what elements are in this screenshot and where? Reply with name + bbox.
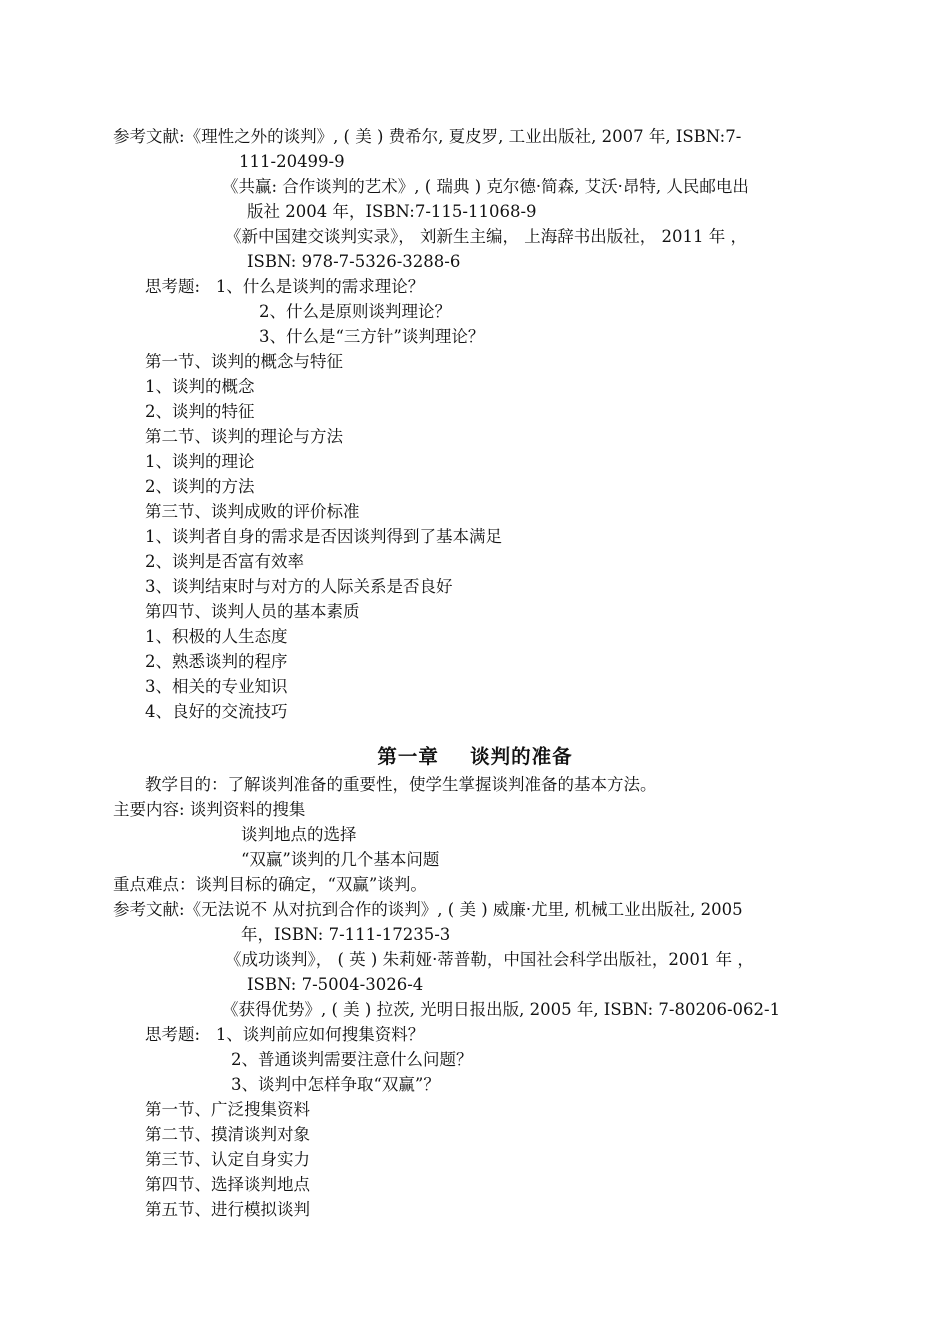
reference-entry-cont: ISBN: 7-5004-3026-4 bbox=[247, 975, 424, 994]
questions-label: 思考题: bbox=[145, 1025, 201, 1044]
section-heading: 第三节、谈判成败的评价标准 bbox=[145, 502, 360, 521]
section-heading: 第五节、进行模拟谈判 bbox=[145, 1200, 310, 1219]
section-heading: 第三节、认定自身实力 bbox=[145, 1150, 310, 1169]
reference-entry-cont: 年，ISBN: 7-111-17235-3 bbox=[241, 925, 451, 944]
reference-line bbox=[113, 899, 743, 921]
outline-item: 1、积极的人生态度 bbox=[145, 627, 288, 646]
reference-entry: 《获得优势》, ( 美 ) 拉茨, 光明日报出版, 2005 年, ISBN: 7-80206-062-1 bbox=[222, 1000, 781, 1019]
reference-entry: 《共赢: 合作谈判的艺术》, ( 瑞典 ) 克尔德·简森, 艾沃·昂特, 人民邮电出 bbox=[222, 177, 749, 196]
reference-entry: 《新中国建交谈判实录》， 刘新生主编， 上海辞书出版社， 2011 年 ， bbox=[225, 227, 747, 246]
section-heading: 第一节、谈判的概念与特征 bbox=[145, 352, 343, 371]
section-heading: 第四节、选择谈判地点 bbox=[145, 1175, 310, 1194]
question-line bbox=[145, 1024, 424, 1046]
content-item: 谈判地点的选择 bbox=[241, 825, 357, 844]
chapter-number: 第一章 bbox=[377, 745, 439, 768]
question-item: 1、谈判前应如何搜集资料？ bbox=[215, 1025, 425, 1044]
chapter-name: 谈判的准备 bbox=[470, 745, 573, 768]
teaching-goal: 教学目的：了解谈判准备的重要性，使学生掌握谈判准备的基本方法。 bbox=[145, 775, 657, 794]
outline-item: 3、相关的专业知识 bbox=[145, 677, 288, 696]
question-item: 3、什么是“三方针”谈判理论？ bbox=[259, 327, 485, 346]
references-label: 参考文献: bbox=[113, 900, 185, 919]
question-item: 2、什么是原则谈判理论？ bbox=[259, 302, 451, 321]
reference-entry-cont: 版社 2004 年，ISBN:7-115-11068-9 bbox=[247, 202, 537, 221]
reference-line bbox=[113, 126, 741, 148]
reference-entry-cont: 111-20499-9 bbox=[239, 152, 345, 171]
outline-item: 2、谈判的方法 bbox=[145, 477, 255, 496]
content-label: 主要内容: bbox=[113, 800, 185, 819]
question-item: 1、什么是谈判的需求理论？ bbox=[215, 277, 425, 296]
outline-item: 2、熟悉谈判的程序 bbox=[145, 652, 288, 671]
questions-label: 思考题: bbox=[145, 277, 201, 296]
content-line bbox=[113, 799, 305, 821]
outline-item: 4、良好的交流技巧 bbox=[145, 702, 288, 721]
outline-item: 1、谈判者自身的需求是否因谈判得到了基本满足 bbox=[145, 527, 502, 546]
key-points: 重点难点：谈判目标的确定，“双赢”谈判。 bbox=[113, 875, 427, 894]
section-heading: 第四节、谈判人员的基本素质 bbox=[145, 602, 360, 621]
question-item: 3、谈判中怎样争取“双赢”？ bbox=[231, 1075, 440, 1094]
section-heading: 第二节、谈判的理论与方法 bbox=[145, 427, 343, 446]
question-line bbox=[145, 276, 424, 298]
chapter-title bbox=[0, 744, 950, 770]
reference-entry: 《理性之外的谈判》, ( 美 ) 费希尔, 夏皮罗, 工业出版社, 2007 年, ISBN:7- bbox=[184, 127, 742, 146]
outline-item: 3、谈判结束时与对方的人际关系是否良好 bbox=[145, 577, 453, 596]
outline-item: 1、谈判的理论 bbox=[145, 452, 255, 471]
reference-entry: 《成功谈判》， ( 英 ) 朱莉娅·蒂普勒，中国社会科学出版社，2001 年 ， bbox=[225, 950, 754, 969]
section-heading: 第一节、广泛搜集资料 bbox=[145, 1100, 310, 1119]
references-label: 参考文献: bbox=[113, 127, 185, 146]
section-heading: 第二节、摸清谈判对象 bbox=[145, 1125, 310, 1144]
outline-item: 2、谈判的特征 bbox=[145, 402, 255, 421]
content-item: 谈判资料的搜集 bbox=[189, 800, 306, 819]
outline-item: 1、谈判的概念 bbox=[145, 377, 255, 396]
content-item: “双赢”谈判的几个基本问题 bbox=[241, 850, 440, 869]
reference-entry: 《无法说不 从对抗到合作的谈判》, ( 美 ) 威廉·尤里, 机械工业出版社, 2005 bbox=[184, 900, 743, 919]
question-item: 2、普通谈判需要注意什么问题？ bbox=[231, 1050, 473, 1069]
reference-entry-cont: ISBN: 978-7-5326-3288-6 bbox=[247, 252, 461, 271]
outline-item: 2、谈判是否富有效率 bbox=[145, 552, 304, 571]
